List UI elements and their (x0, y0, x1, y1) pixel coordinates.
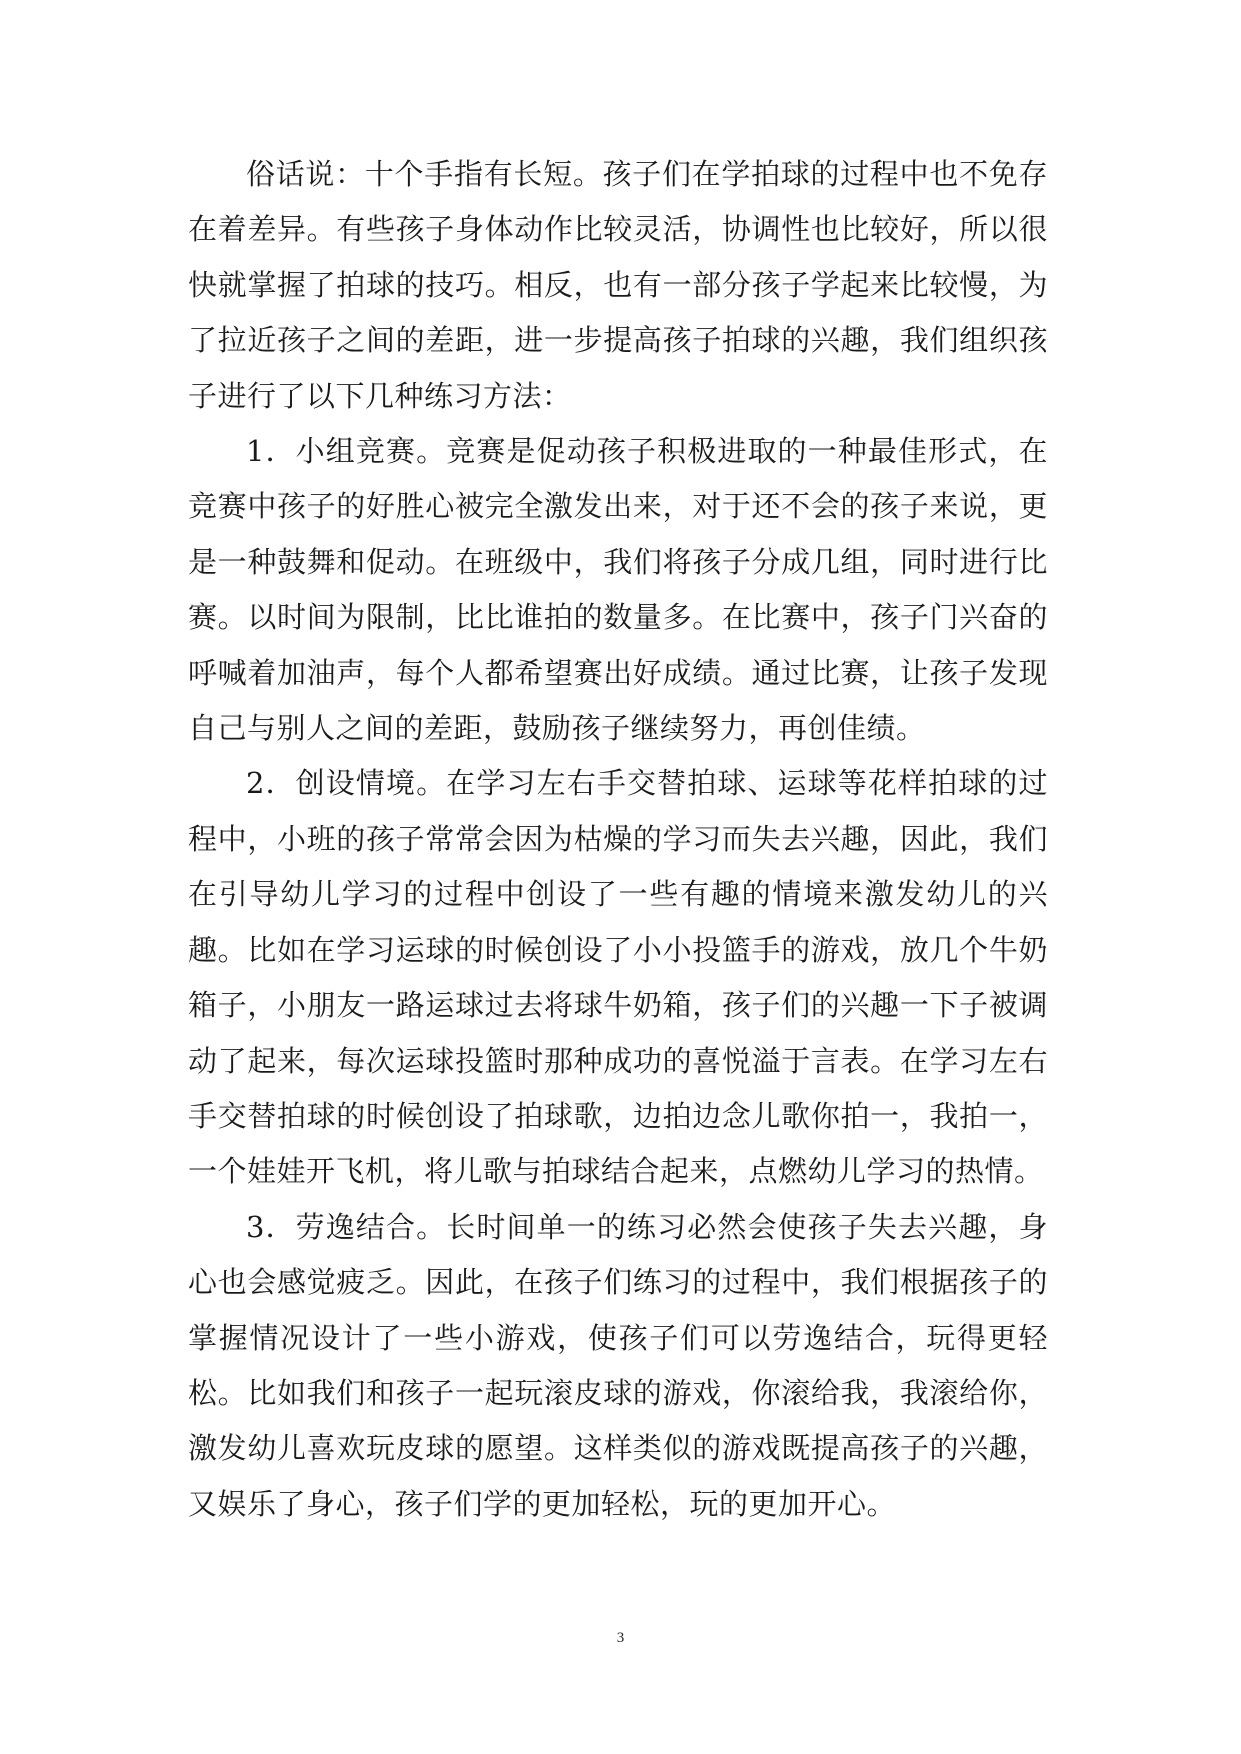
body-text (188, 147, 1048, 1532)
paragraph-intro: 俗话说：十个手指有长短。孩子们在学拍球的过程中也不免存在着差异。有些孩子身体动作比较灵活，协调性也比较好，所以很快就掌握了拍球的技巧。相反，也有一部分孩子学起来比较慢，为了拉近孩子之间的差距，进一步提高孩子拍球的兴趣，我们组织孩子进行了以下几种练习方法： (188, 157, 1048, 413)
paragraph-create-scenario: 2．创设情境。在学习左右手交替拍球、运球等花样拍球的过程中，小班的孩子常常会因为枯燥的学习而失去兴趣，因此，我们在引导幼儿学习的过程中创设了一些有趣的情境来激发幼儿的兴趣。比如在学习运球的时候创设了小小投篮手的游戏，放几个牛奶箱子，小朋友一路运球过去将球牛奶箱，孩子们的兴趣一下子被调动了起来，每次运球投篮时那种成功的喜悦溢于言表。在学习左右手交替拍球的时候创设了拍球歌，边拍边念儿歌你拍一，我拍一，一个娃娃开飞机，将儿歌与拍球结合起来，点燃幼儿学习的热情。 (188, 766, 1048, 1189)
paragraph-group-competition: 1．小组竞赛。竞赛是促动孩子积极进取的一种最佳形式，在竞赛中孩子的好胜心被完全激发出来，对于还不会的孩子来说，更是一种鼓舞和促动。在班级中，我们将孩子分成几组，同时进行比赛。以时间为限制，比比谁拍的数量多。在比赛中，孩子门兴奋的呼喊着加油声，每个人都希望赛出好成绩。通过比赛，让孩子发现自己与别人之间的差距，鼓励孩子继续努力，再创佳绩。 (188, 434, 1048, 746)
paragraph-work-and-rest: 3．劳逸结合。长时间单一的练习必然会使孩子失去兴趣，身心也会感觉疲乏。因此，在孩子们练习的过程中，我们根据孩子的掌握情况设计了一些小游戏，使孩子们可以劳逸结合，玩得更轻松。比如我们和孩子一起玩滚皮球的游戏，你滚给我，我滚给你，激发幼儿喜欢玩皮球的愿望。这样类似的游戏既提高孩子的兴趣，又娱乐了身心，孩子们学的更加轻松，玩的更加开心。 (188, 1209, 1048, 1521)
page-number: 3 (616, 1630, 625, 1646)
